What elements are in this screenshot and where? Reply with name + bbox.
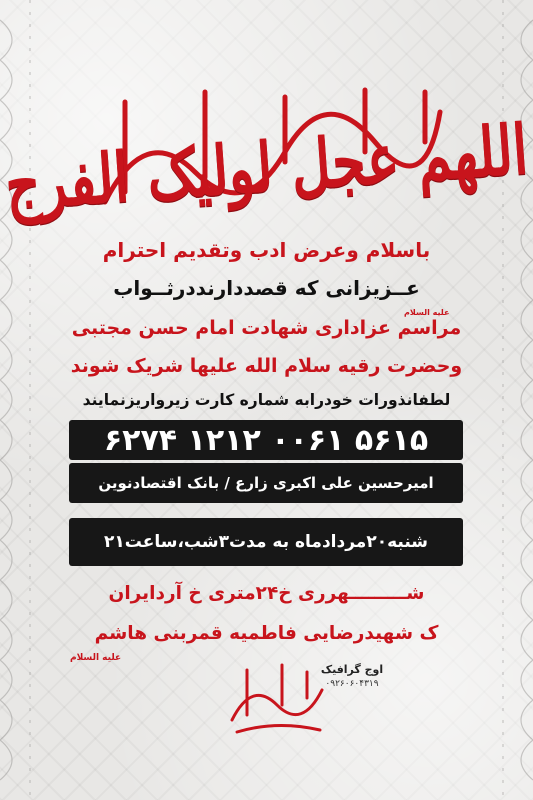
ceremony-line-2: وحضرت رقیه سلام الله علیها شریک شوند — [70, 355, 463, 377]
studio-phone: ۰۹۲۶۰۶۰۴۳۱۹ — [325, 679, 379, 689]
intro-line: عــزیزانی که قصددارنددرثــواب — [113, 276, 420, 300]
card-number-bar — [69, 420, 463, 460]
calligraphy-title: اللهم عجل لولیک الفرج — [2, 108, 531, 226]
address-line-2: ک شهیدرضایی فاطمیه قمربنی هاشم — [94, 623, 439, 644]
request-line: لطفانذورات خودرابه شماره کارت زیرواریزنمایند — [82, 391, 451, 409]
ceremony-line-1: مراسم عزاداری شهادت امام حسن مجتبی — [71, 317, 462, 339]
event-datetime-bar — [69, 518, 463, 566]
card-owner-bar — [69, 463, 463, 503]
card-owner: امیرحسین علی اکبری زارع / بانک اقتصادنوین — [98, 474, 434, 492]
address-honorific: علیه السلام — [70, 653, 122, 663]
card-number: ۶۲۷۴ ۱۲۱۲ ۰۰۶۱ ۵۶۱۵ — [103, 422, 429, 458]
event-datetime: شنبه۲۰مردادماه به مدت۳شب،ساعت۲۱ — [104, 532, 428, 552]
studio-credit — [312, 663, 392, 689]
address-line-1: شـــــــــهرری خ۲۴متری خ آردایران — [108, 583, 425, 604]
greeting-line: باسلام وعرض ادب وتقدیم احترام — [102, 238, 431, 262]
honorific-label: علیه السلام — [404, 308, 450, 317]
studio-name: اوج گرافیک — [320, 663, 384, 676]
